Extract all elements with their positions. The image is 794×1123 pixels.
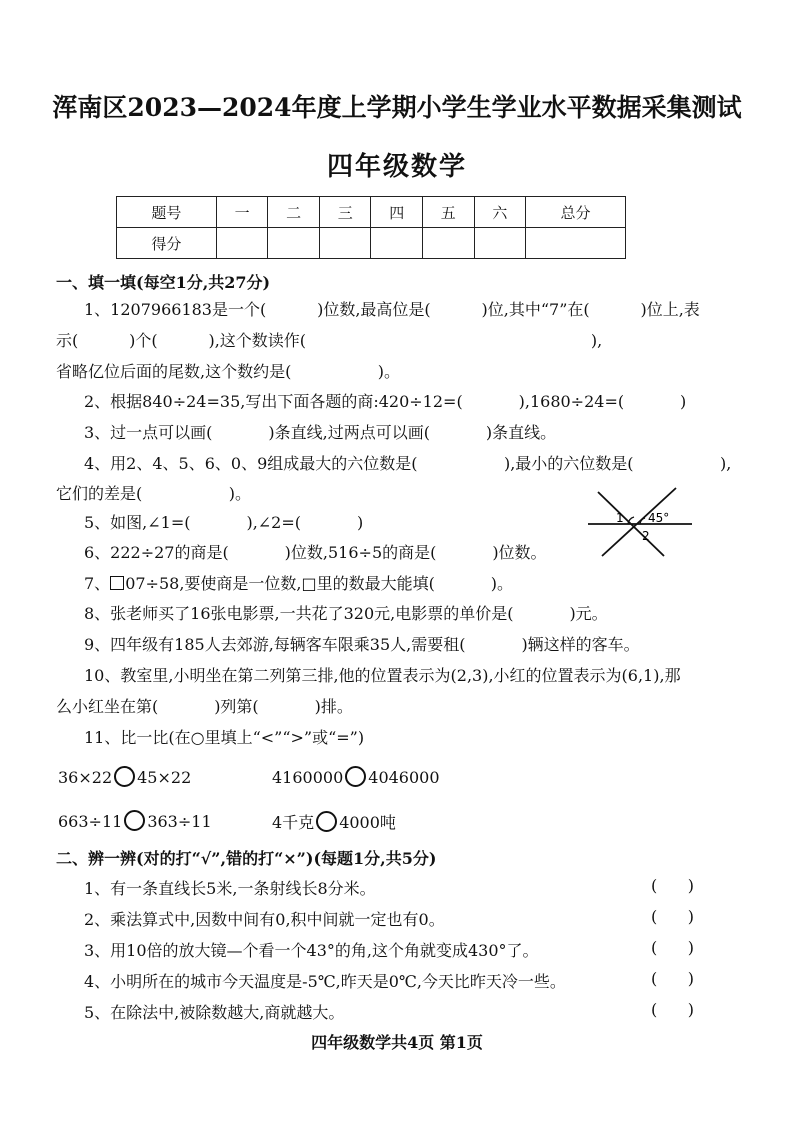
score-cell[interactable] [526, 228, 626, 259]
section2-heading: 二、辨一辨(对的打“√”,错的打“×”)(每题1分,共5分) [56, 849, 437, 868]
score-header-cell: 二 [268, 197, 320, 228]
compare-circle[interactable] [345, 766, 366, 787]
angle-45-arc [640, 518, 645, 524]
q4-line-b: 它们的差是( )。 [56, 484, 251, 503]
judge-answer-blank[interactable]: ( ) [651, 876, 694, 895]
angle-figure [580, 486, 700, 558]
q7 [84, 574, 513, 594]
page-footer: 四年级数学共4页 第1页 [311, 1033, 483, 1052]
compare-1-left: 36×22 [58, 768, 113, 787]
q1-line-a: 1、1207966183是一个( )位数,最高位是( )位,其中“7”在( )位上,表 [84, 300, 700, 319]
judge-answer-blank[interactable]: ( ) [651, 907, 694, 926]
exam-title: 浑南区2023—2024年度上学期小学生学业水平数据采集测试 [52, 93, 742, 122]
judge-item-text: 3、用10倍的放大镜—个看一个43°的角,这个角就变成430°了。 [84, 941, 539, 960]
score-header-cell: 四 [371, 197, 423, 228]
score-cell[interactable] [319, 228, 371, 259]
judge-answer-blank[interactable]: ( ) [651, 969, 694, 988]
compare-2-right: 4046000 [368, 768, 440, 787]
q1-line-b: 示( )个( ),这个数读作( ), [56, 331, 603, 350]
compare-circle[interactable] [114, 766, 135, 787]
score-header-cell: 总分 [526, 197, 626, 228]
score-cell[interactable] [371, 228, 423, 259]
q8: 8、张老师买了16张电影票,一共花了320元,电影票的单价是( )元。 [84, 604, 608, 623]
compare-3 [58, 810, 212, 831]
compare-2-left: 4160000 [272, 768, 344, 787]
score-header-cell: 题号 [117, 197, 217, 228]
judge-item-text: 4、小明所在的城市今天温度是-5℃,昨天是0℃,今天比昨天冷一些。 [84, 972, 566, 991]
compare-4 [272, 810, 396, 833]
judge-item-text: 1、有一条直线长5米,一条射线长8分米。 [84, 879, 376, 898]
q9: 9、四年级有185人去郊游,每辆客车限乘35人,需要租( )辆这样的客车。 [84, 635, 640, 654]
section1-heading: 一、填一填(每空1分,共27分) [56, 273, 271, 292]
judge-item [84, 969, 694, 992]
blank-box [110, 576, 124, 590]
angle-45-label: 45° [648, 511, 670, 525]
compare-2 [272, 766, 440, 787]
q6: 6、222÷27的商是( )位数,516÷5的商是( )位数。 [84, 543, 547, 562]
score-table-score-row [117, 228, 626, 259]
judge-item [84, 876, 694, 899]
angle-2-label: 2 [642, 529, 650, 543]
score-table [116, 196, 626, 259]
q10-line-b: 么小红坐在第( )列第( )排。 [56, 697, 353, 716]
score-header-cell: 三 [319, 197, 371, 228]
compare-4-left: 4千克 [272, 813, 315, 832]
score-cell[interactable] [474, 228, 526, 259]
judge-item-text: 2、乘法算式中,因数中间有0,积中间就一定也有0。 [84, 910, 445, 929]
score-cell[interactable] [268, 228, 320, 259]
compare-circle[interactable] [124, 810, 145, 831]
score-table-header-row [117, 197, 626, 228]
compare-3-left: 663÷11 [58, 812, 123, 831]
q5: 5、如图,∠1=( ),∠2=( ) [84, 513, 364, 532]
compare-1-right: 45×22 [137, 768, 192, 787]
q4-line-a: 4、用2、4、5、6、0、9组成最大的六位数是( ),最小的六位数是( ), [84, 454, 732, 473]
compare-4-right: 4000吨 [339, 813, 396, 832]
angle-1-label: 1 [616, 511, 624, 525]
score-header-cell: 五 [423, 197, 475, 228]
q11: 11、比一比(在○里填上“<”“>”或“=”) [84, 728, 365, 747]
q2: 2、根据840÷24=35,写出下面各题的商:420÷12=( ),1680÷24=( ) [84, 392, 687, 411]
q7-prefix: 7、 [84, 574, 111, 593]
compare-3-right: 363÷11 [147, 812, 212, 831]
score-row-label: 得分 [117, 228, 217, 259]
score-cell[interactable] [423, 228, 475, 259]
judge-item [84, 907, 694, 930]
judge-item [84, 1000, 694, 1023]
q10-line-a: 10、教室里,小明坐在第二列第三排,他的位置表示为(2,3),小红的位置表示为(6,1),那 [84, 666, 681, 685]
score-cell[interactable] [216, 228, 268, 259]
judge-item-text: 5、在除法中,被除数越大,商就越大。 [84, 1003, 345, 1022]
exam-subtitle: 四年级数学 [326, 152, 467, 182]
compare-circle[interactable] [316, 811, 337, 832]
q1-line-c: 省略亿位后面的尾数,这个数约是( )。 [56, 362, 401, 381]
score-header-cell: 一 [216, 197, 268, 228]
judge-answer-blank[interactable]: ( ) [651, 938, 694, 957]
q7-text: 07÷58,要使商是一位数,□里的数最大能填( )。 [125, 574, 514, 593]
q3: 3、过一点可以画( )条直线,过两点可以画( )条直线。 [84, 423, 557, 442]
judge-item [84, 938, 694, 961]
judge-answer-blank[interactable]: ( ) [651, 1000, 694, 1019]
score-header-cell: 六 [474, 197, 526, 228]
compare-1 [58, 766, 191, 787]
